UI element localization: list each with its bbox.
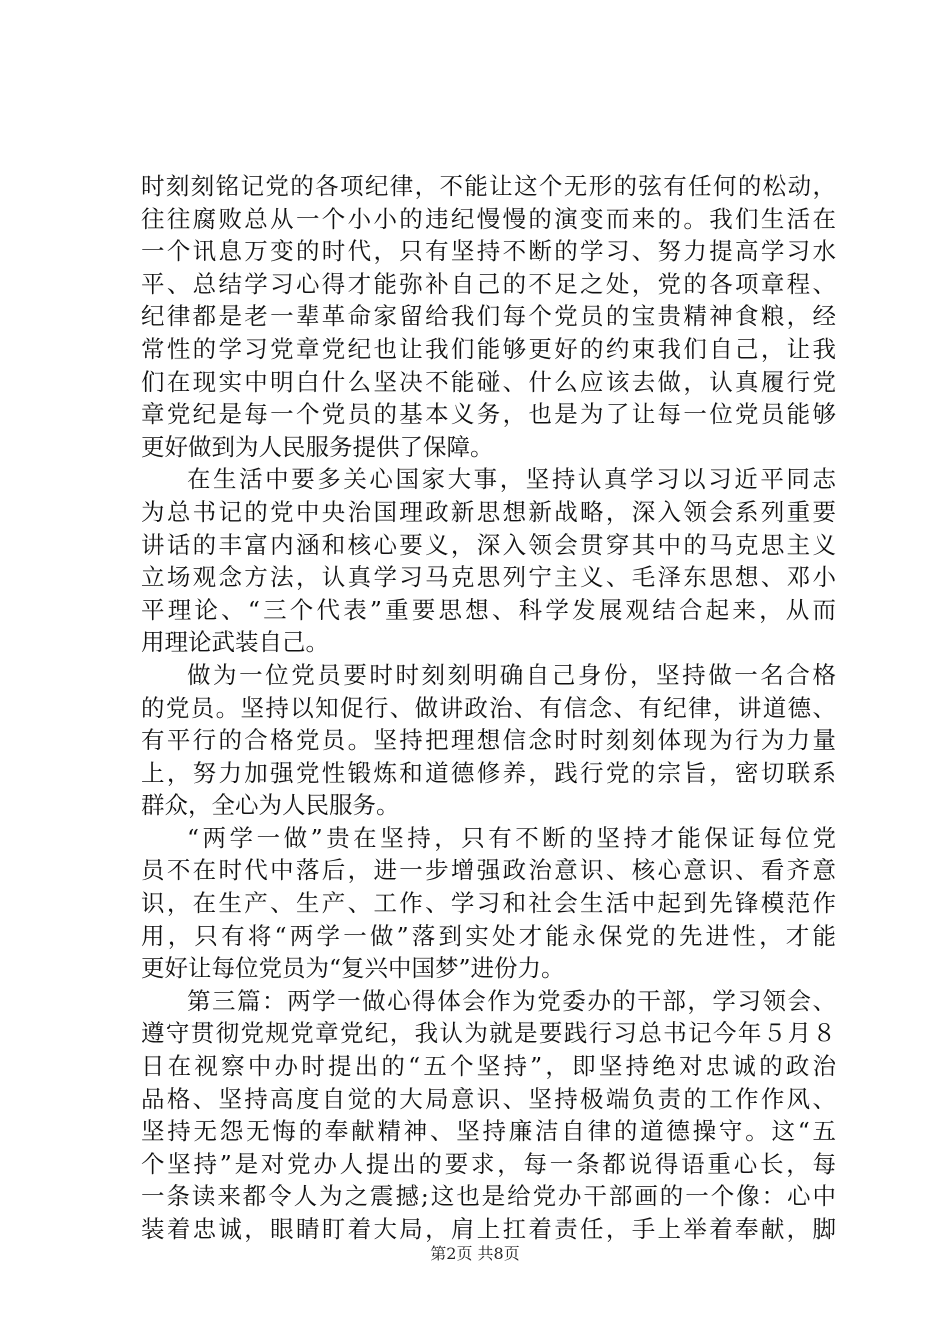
text-line: 往往腐败总从一个小小的违纪慢慢的演变而来的。我们生活在: [141, 204, 836, 233]
text-line: 个坚持”是对党办人提出的要求，每一条都说得语重心长，每: [141, 1149, 836, 1178]
text-line: 用理论武装自己。: [141, 628, 329, 657]
text-line: 用，只有将“两学一做”落到实处才能永保党的先进性，才能: [141, 921, 836, 950]
text-line: 为总书记的党中央治国理政新思想新战略，深入领会系列重要: [141, 497, 836, 526]
text-line: 的党员。坚持以知促行、做讲政治、有信念、有纪律，讲道德、: [141, 693, 836, 722]
text-line: 常性的学习党章党纪也让我们能够更好的约束我们自己，让我: [141, 334, 836, 363]
text-line: 更好让每位党员为“复兴中国梦”进份力。: [141, 954, 565, 983]
document-body: [141, 170, 836, 1246]
text-line: 遵守贯彻党规党章党纪，我认为就是要践行习总书记今年５月８: [141, 1019, 836, 1048]
paragraph-first-line: 第三篇：两学一做心得体会作为党委办的干部，学习领会、: [187, 986, 836, 1015]
paragraph-first-line: 在生活中要多关心国家大事，坚持认真学习以习近平同志: [187, 465, 836, 494]
text-line: 群众，全心为人民服务。: [141, 791, 400, 820]
text-line: 有平行的合格党员。坚持把理想信念时时刻刻体现为行为力量: [141, 726, 836, 755]
text-line: 一条读来都令人为之震撼;这也是给党办干部画的一个像：心中: [141, 1182, 836, 1211]
text-line: 平、总结学习心得才能弥补自己的不足之处，党的各项章程、: [141, 269, 836, 298]
text-line: 们在现实中明白什么坚决不能碰、什么应该去做，认真履行党: [141, 367, 836, 396]
text-line: 上，努力加强党性锻炼和道德修养，践行党的宗旨，密切联系: [141, 758, 836, 787]
page-footer: 第2页 共8页: [430, 1244, 520, 1263]
text-line: 讲话的丰富内涵和核心要义，深入领会贯穿其中的马克思主义: [141, 530, 836, 559]
text-line: 更好做到为人民服务提供了保障。: [141, 432, 494, 461]
text-line: 纪律都是老一辈革命家留给我们每个党员的宝贵精神食粮，经: [141, 302, 836, 331]
text-line: 平理论、“三个代表”重要思想、科学发展观结合起来，从而: [141, 595, 836, 624]
text-line: 日在视察中办时提出的“五个坚持”，即坚持绝对忠诚的政治: [141, 1052, 836, 1081]
text-line: 章党纪是每一个党员的基本义务，也是为了让每一位党员能够: [141, 400, 836, 429]
text-line: 员不在时代中落后，进一步增强政治意识、核心意识、看齐意: [141, 856, 836, 885]
text-line: 一个讯息万变的时代，只有坚持不断的学习、努力提高学习水: [141, 237, 836, 266]
text-line: 坚持无怨无悔的奉献精神、坚持廉洁自律的道德操守。这“五: [141, 1117, 836, 1146]
text-line: 立场观念方法，认真学习马克思列宁主义、毛泽东思想、邓小: [141, 563, 836, 592]
text-line: 时刻刻铭记党的各项纪律，不能让这个无形的弦有任何的松动，: [141, 172, 836, 200]
text-line: 品格、坚持高度自觉的大局意识、坚持极端负责的工作作风、: [141, 1084, 836, 1113]
text-line: 识，在生产、生产、工作、学习和社会生活中起到先锋模范作: [141, 889, 836, 918]
text-line: 装着忠诚，眼睛盯着大局，肩上扛着责任，手上举着奉献，脚: [141, 1215, 836, 1243]
paragraph-first-line: “两学一做”贵在坚持，只有不断的坚持才能保证每位党: [187, 823, 836, 852]
paragraph-first-line: 做为一位党员要时时刻刻明确自己身份，坚持做一名合格: [187, 660, 836, 689]
